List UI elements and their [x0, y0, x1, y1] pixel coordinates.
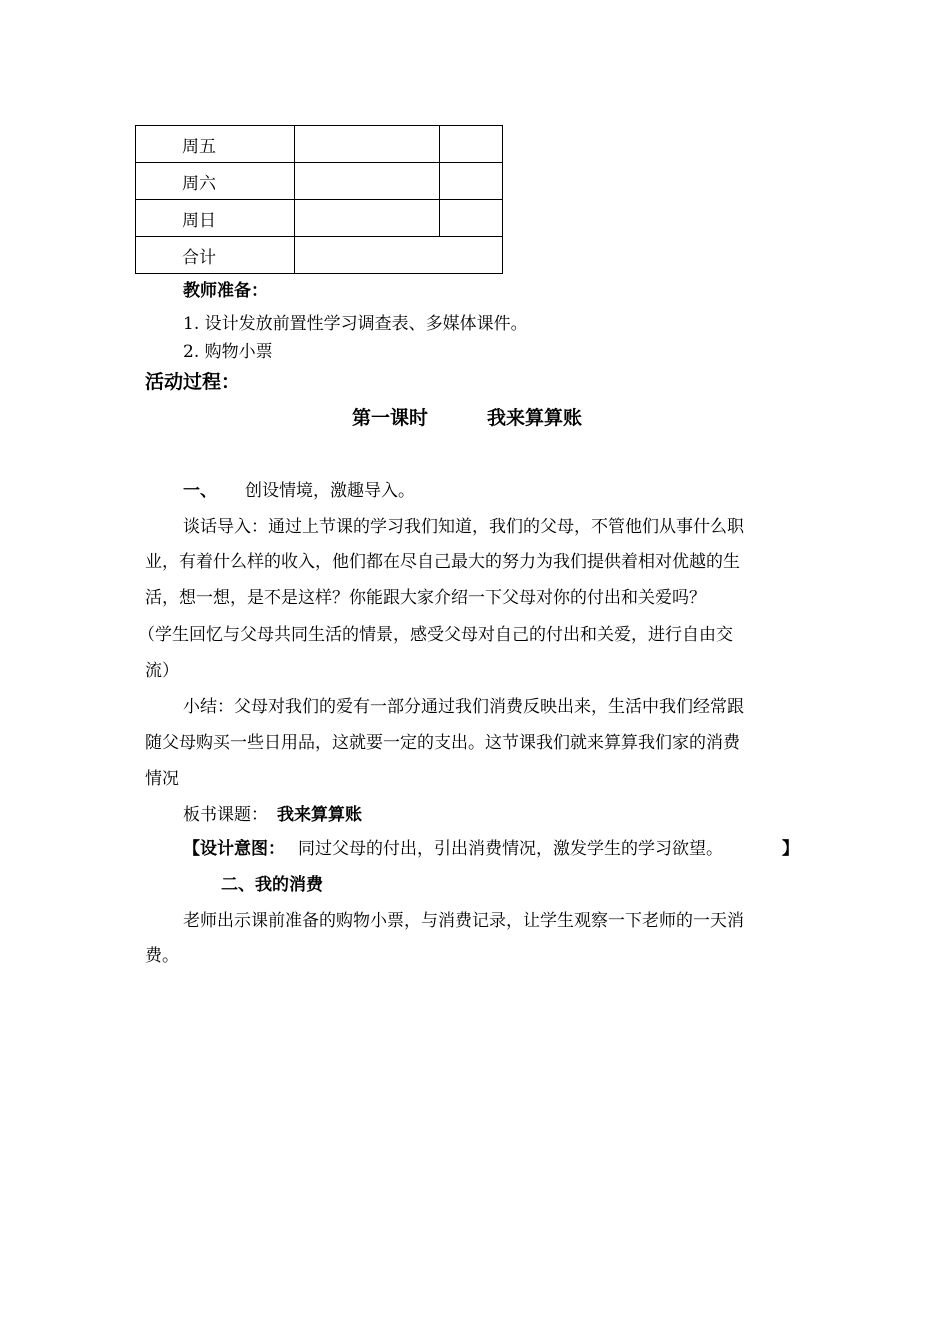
- table-row: [136, 200, 503, 237]
- total-label: 合计: [136, 237, 295, 274]
- section2-heading: 二、我的消费: [221, 875, 323, 895]
- board-title-label: 板书课题：: [183, 805, 268, 825]
- day-cell: 周日: [136, 200, 295, 237]
- paragraph-line: （学生回忆与父母共同生活的情景，感受父母对自己的付出和关爱，进行自由交: [138, 625, 733, 645]
- day-cell: 周五: [136, 126, 295, 163]
- total-value: [295, 237, 503, 274]
- prep-item-1: 1. 设计发放前置性学习调查表、多媒体课件。: [183, 314, 528, 334]
- paragraph-line: 费。: [145, 946, 179, 966]
- board-title: 我来算算账: [277, 805, 362, 825]
- design-intent-close: 】: [782, 839, 799, 859]
- table-cell: [440, 126, 503, 163]
- table-row: [136, 126, 503, 163]
- table-cell: [440, 200, 503, 237]
- paragraph-line: 随父母购买一些日用品，这就要一定的支出。这节课我们就来算算我们家的消费: [145, 733, 740, 753]
- design-intent-text: 同过父母的付出，引出消费情况，激发学生的学习欲望。: [298, 839, 723, 859]
- paragraph-line: 业，有着什么样的收入，他们都在尽自己最大的努力为我们提供着相对优越的生: [145, 552, 740, 572]
- activity-process-heading: 活动过程：: [145, 371, 241, 393]
- table-row: [136, 163, 503, 200]
- table-cell: [295, 126, 440, 163]
- design-intent-label: 【设计意图：: [183, 839, 285, 859]
- paragraph-line: 活，想一想，是不是这样？你能跟大家介绍一下父母对你的付出和关爱吗？: [145, 588, 706, 608]
- table-total-row: [136, 237, 503, 274]
- lesson-title-name: 我来算算账: [487, 407, 583, 429]
- lesson-title-period: 第一课时: [352, 407, 429, 429]
- day-cell: 周六: [136, 163, 295, 200]
- paragraph-line: 老师出示课前准备的购物小票，与消费记录，让学生观察一下老师的一天消: [183, 911, 744, 931]
- teacher-prep-heading: 教师准备：: [183, 281, 268, 301]
- table-cell: [440, 163, 503, 200]
- paragraph-line: 情况: [145, 769, 179, 789]
- table-cell: [295, 200, 440, 237]
- paragraph-line: 谈话导入：通过上节课的学习我们知道，我们的父母，不管他们从事什么职: [183, 517, 744, 537]
- prep-item-2: 2. 购物小票: [183, 342, 273, 362]
- paragraph-line: 小结：父母对我们的爱有一部分通过我们消费反映出来，生活中我们经常跟: [183, 697, 744, 717]
- section1-number: 一、: [183, 481, 217, 501]
- paragraph-line: 流）: [145, 661, 179, 681]
- table-cell: [295, 163, 440, 200]
- section1-heading: 创设情境，激趣导入。: [245, 481, 415, 501]
- expense-table: [135, 125, 503, 274]
